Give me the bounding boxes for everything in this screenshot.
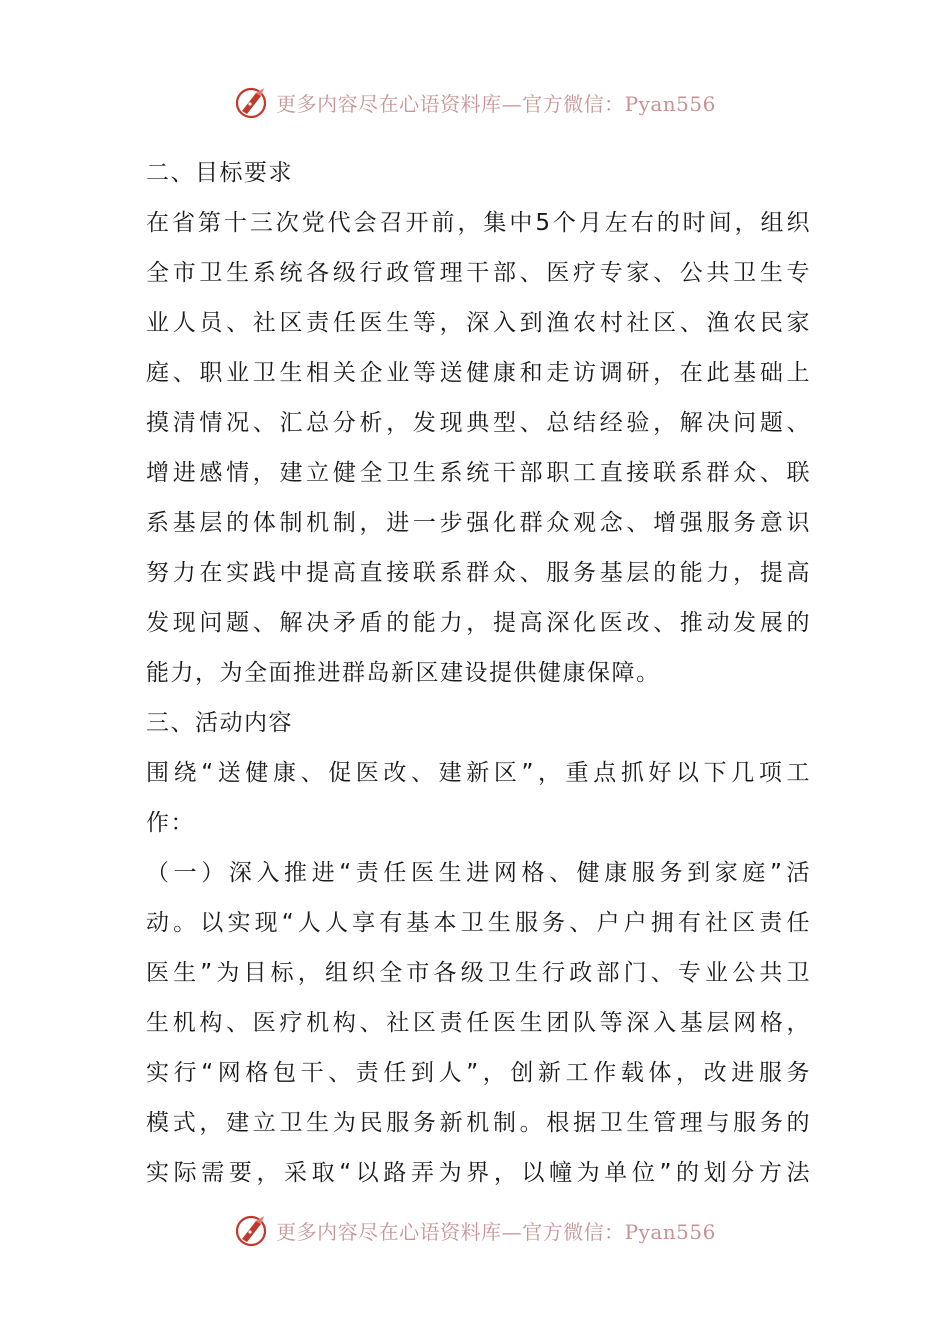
text-line: 二、目标要求 <box>146 160 293 186</box>
watermark-text: 更多内容尽在心语资料库—官方微信：Pyan556 <box>276 91 716 116</box>
text-line: 模式，建立卫生为民服务新机制。根据卫生管理与服务的 <box>146 1110 811 1136</box>
text-line: 摸清情况、汇总分析，发现典型、总结经验，解决问题、 <box>146 410 811 436</box>
text-line: 实际需要，采取“以路弄为界，以幢为单位”的划分方法 <box>146 1160 811 1186</box>
pen-nib-circle-icon <box>234 1212 270 1248</box>
pen-nib-circle-icon <box>234 84 270 120</box>
text-line: 发现问题、解决矛盾的能力，提高深化医改、推动发展的 <box>146 610 811 636</box>
text-line: 三、活动内容 <box>146 710 293 736</box>
text-line: 庭、职业卫生相关企业等送健康和走访调研，在此基础上 <box>146 360 811 386</box>
text-line: 努力在实践中提高直接联系群众、服务基层的能力，提高 <box>146 560 811 586</box>
text-line: （一）深入推进“责任医生进网格、健康服务到家庭”活 <box>146 860 811 886</box>
watermark-footer <box>0 1208 950 1252</box>
text-line: 业人员、社区责任医生等，深入到渔农村社区、渔农民家 <box>146 310 811 336</box>
watermark-text: 更多内容尽在心语资料库—官方微信：Pyan556 <box>276 1219 716 1244</box>
text-line: 系基层的体制机制，进一步强化群众观念、增强服务意识 <box>146 510 811 536</box>
text-line: 增进感情，建立健全卫生系统干部职工直接联系群众、联 <box>146 460 811 486</box>
text-line: 生机构、医疗机构、社区责任医生团队等深入基层网格， <box>146 1010 811 1036</box>
text-line: 医生”为目标，组织全市各级卫生行政部门、专业公共卫 <box>146 960 811 986</box>
watermark-header <box>0 80 950 124</box>
text-line: 全市卫生系统各级行政管理干部、医疗专家、公共卫生专 <box>146 260 811 286</box>
document-body <box>146 148 811 1198</box>
text-line: 动。以实现“人人享有基本卫生服务、户户拥有社区责任 <box>146 910 811 936</box>
text-line: 实行“网格包干、责任到人”，创新工作载体，改进服务 <box>146 1060 811 1086</box>
text-line: 在省第十三次党代会召开前，集中5个月左右的时间，组织 <box>146 210 811 236</box>
text-line: 能力，为全面推进群岛新区建设提供健康保障。 <box>146 660 661 686</box>
text-line: 作： <box>146 810 195 836</box>
text-line: 围绕“送健康、促医改、建新区”，重点抓好以下几项工 <box>146 760 811 786</box>
